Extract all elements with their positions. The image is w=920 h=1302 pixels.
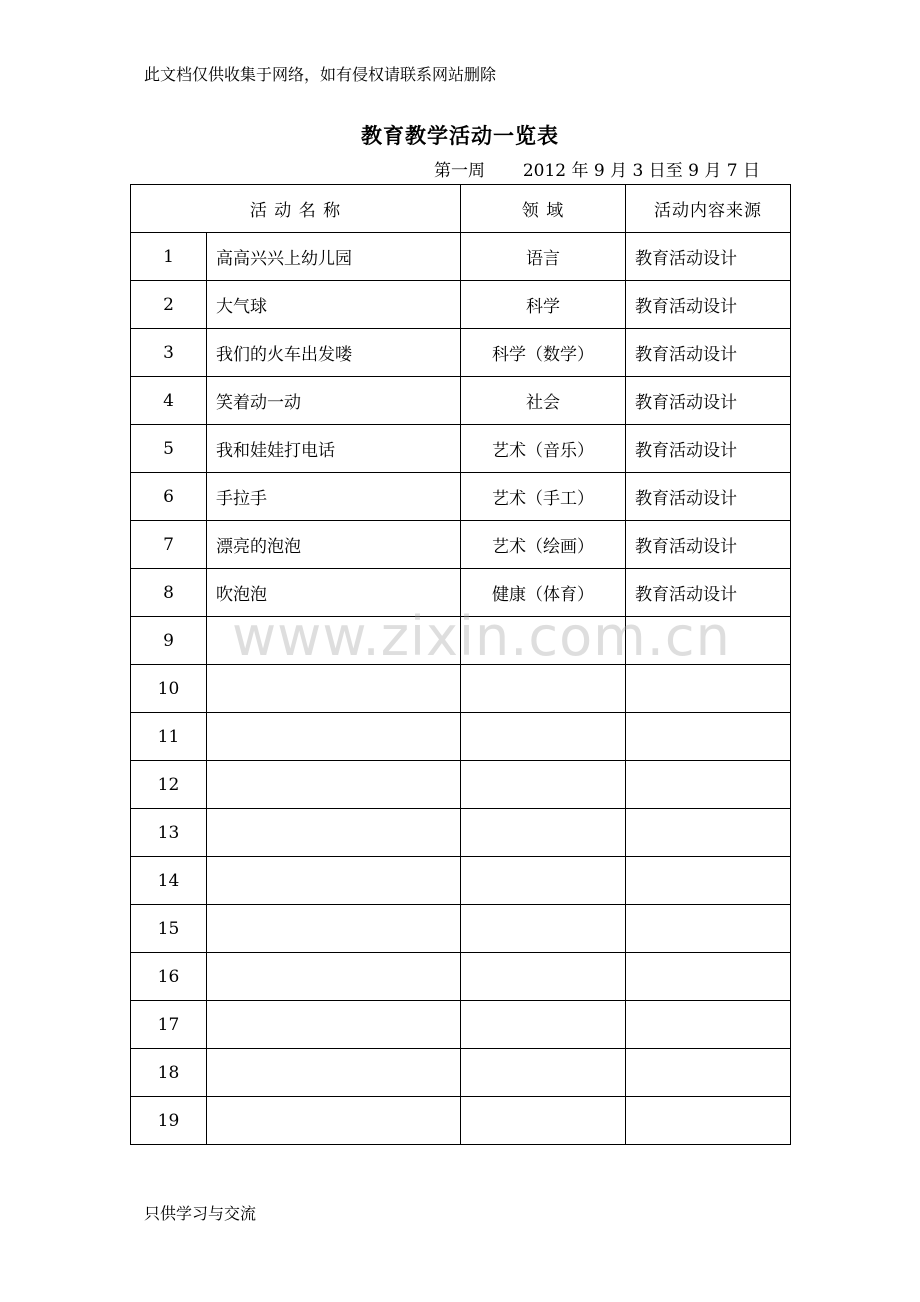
table-row [131,905,791,953]
activity-name-cell [207,665,461,713]
domain-cell: 艺术（绘画） [461,521,626,569]
activity-name-cell [207,857,461,905]
row-number: 11 [131,713,207,761]
domain-cell: 艺术（手工） [461,473,626,521]
activity-name-cell [207,761,461,809]
table-row [131,1097,791,1145]
table-row [131,425,791,473]
domain-cell [461,1001,626,1049]
week-label: 第一周 [434,161,485,181]
activity-name-cell [207,617,461,665]
table-row [131,857,791,905]
activity-name-cell [207,809,461,857]
domain-cell: 健康（体育） [461,569,626,617]
row-number: 9 [131,617,207,665]
activity-name-cell: 我和娃娃打电话 [207,425,461,473]
header-source: 活动内容来源 [626,185,791,233]
domain-cell [461,1097,626,1145]
source-cell: 教育活动设计 [626,425,791,473]
domain-cell [461,665,626,713]
table-row [131,377,791,425]
source-cell [626,953,791,1001]
table-row [131,281,791,329]
row-number: 14 [131,857,207,905]
activity-name-cell: 笑着动一动 [207,377,461,425]
table-row [131,329,791,377]
header-domain: 领 域 [461,185,626,233]
table-row [131,617,791,665]
source-cell: 教育活动设计 [626,281,791,329]
domain-cell [461,857,626,905]
row-number: 18 [131,1049,207,1097]
activity-name-cell [207,1001,461,1049]
source-cell [626,1049,791,1097]
header-activity-name: 活 动 名 称 [131,185,461,233]
row-number: 6 [131,473,207,521]
table-body [131,233,791,1145]
source-cell [626,857,791,905]
row-number: 5 [131,425,207,473]
date-range: 2012 年 9 月 3 日至 9 月 7 日 [522,161,760,181]
domain-cell [461,617,626,665]
table-row [131,521,791,569]
activity-name-cell [207,953,461,1001]
header-disclaimer: 此文档仅供收集于网络，如有侵权请联系网站删除 [144,65,497,84]
row-number: 3 [131,329,207,377]
source-cell [626,809,791,857]
activity-table [130,184,791,1145]
domain-cell [461,809,626,857]
table-row [131,1049,791,1097]
table-header-row [131,185,791,233]
source-cell [626,1001,791,1049]
table-row [131,473,791,521]
source-cell: 教育活动设计 [626,329,791,377]
row-number: 1 [131,233,207,281]
activity-name-cell: 高高兴兴上幼儿园 [207,233,461,281]
table-row [131,233,791,281]
source-cell [626,905,791,953]
row-number: 12 [131,761,207,809]
table-row [131,569,791,617]
source-cell: 教育活动设计 [626,521,791,569]
activity-name-cell: 大气球 [207,281,461,329]
source-cell: 教育活动设计 [626,473,791,521]
row-number: 15 [131,905,207,953]
source-cell: 教育活动设计 [626,377,791,425]
domain-cell [461,1049,626,1097]
row-number: 16 [131,953,207,1001]
domain-cell: 社会 [461,377,626,425]
activity-name-cell: 吹泡泡 [207,569,461,617]
row-number: 2 [131,281,207,329]
row-number: 7 [131,521,207,569]
source-cell [626,665,791,713]
week-date-line [434,160,760,182]
domain-cell: 语言 [461,233,626,281]
row-number: 17 [131,1001,207,1049]
domain-cell: 艺术（音乐） [461,425,626,473]
table-row [131,761,791,809]
row-number: 10 [131,665,207,713]
source-cell [626,713,791,761]
activity-name-cell: 我们的火车出发喽 [207,329,461,377]
source-cell: 教育活动设计 [626,569,791,617]
activity-name-cell: 漂亮的泡泡 [207,521,461,569]
row-number: 8 [131,569,207,617]
source-cell [626,617,791,665]
table-row [131,953,791,1001]
source-cell [626,1097,791,1145]
footer-note: 只供学习与交流 [144,1204,257,1223]
row-number: 13 [131,809,207,857]
domain-cell [461,713,626,761]
activity-name-cell [207,905,461,953]
row-number: 4 [131,377,207,425]
table-row [131,665,791,713]
activity-name-cell: 手拉手 [207,473,461,521]
domain-cell: 科学 [461,281,626,329]
page-title: 教育教学活动一览表 [361,123,559,148]
row-number: 19 [131,1097,207,1145]
table-row [131,713,791,761]
source-cell [626,761,791,809]
domain-cell: 科学（数学） [461,329,626,377]
activity-name-cell [207,1097,461,1145]
domain-cell [461,761,626,809]
source-cell: 教育活动设计 [626,233,791,281]
watermark: www.zixin.com.cn [232,605,731,668]
activity-name-cell [207,1049,461,1097]
table-row [131,1001,791,1049]
domain-cell [461,905,626,953]
table-row [131,809,791,857]
domain-cell [461,953,626,1001]
activity-name-cell [207,713,461,761]
